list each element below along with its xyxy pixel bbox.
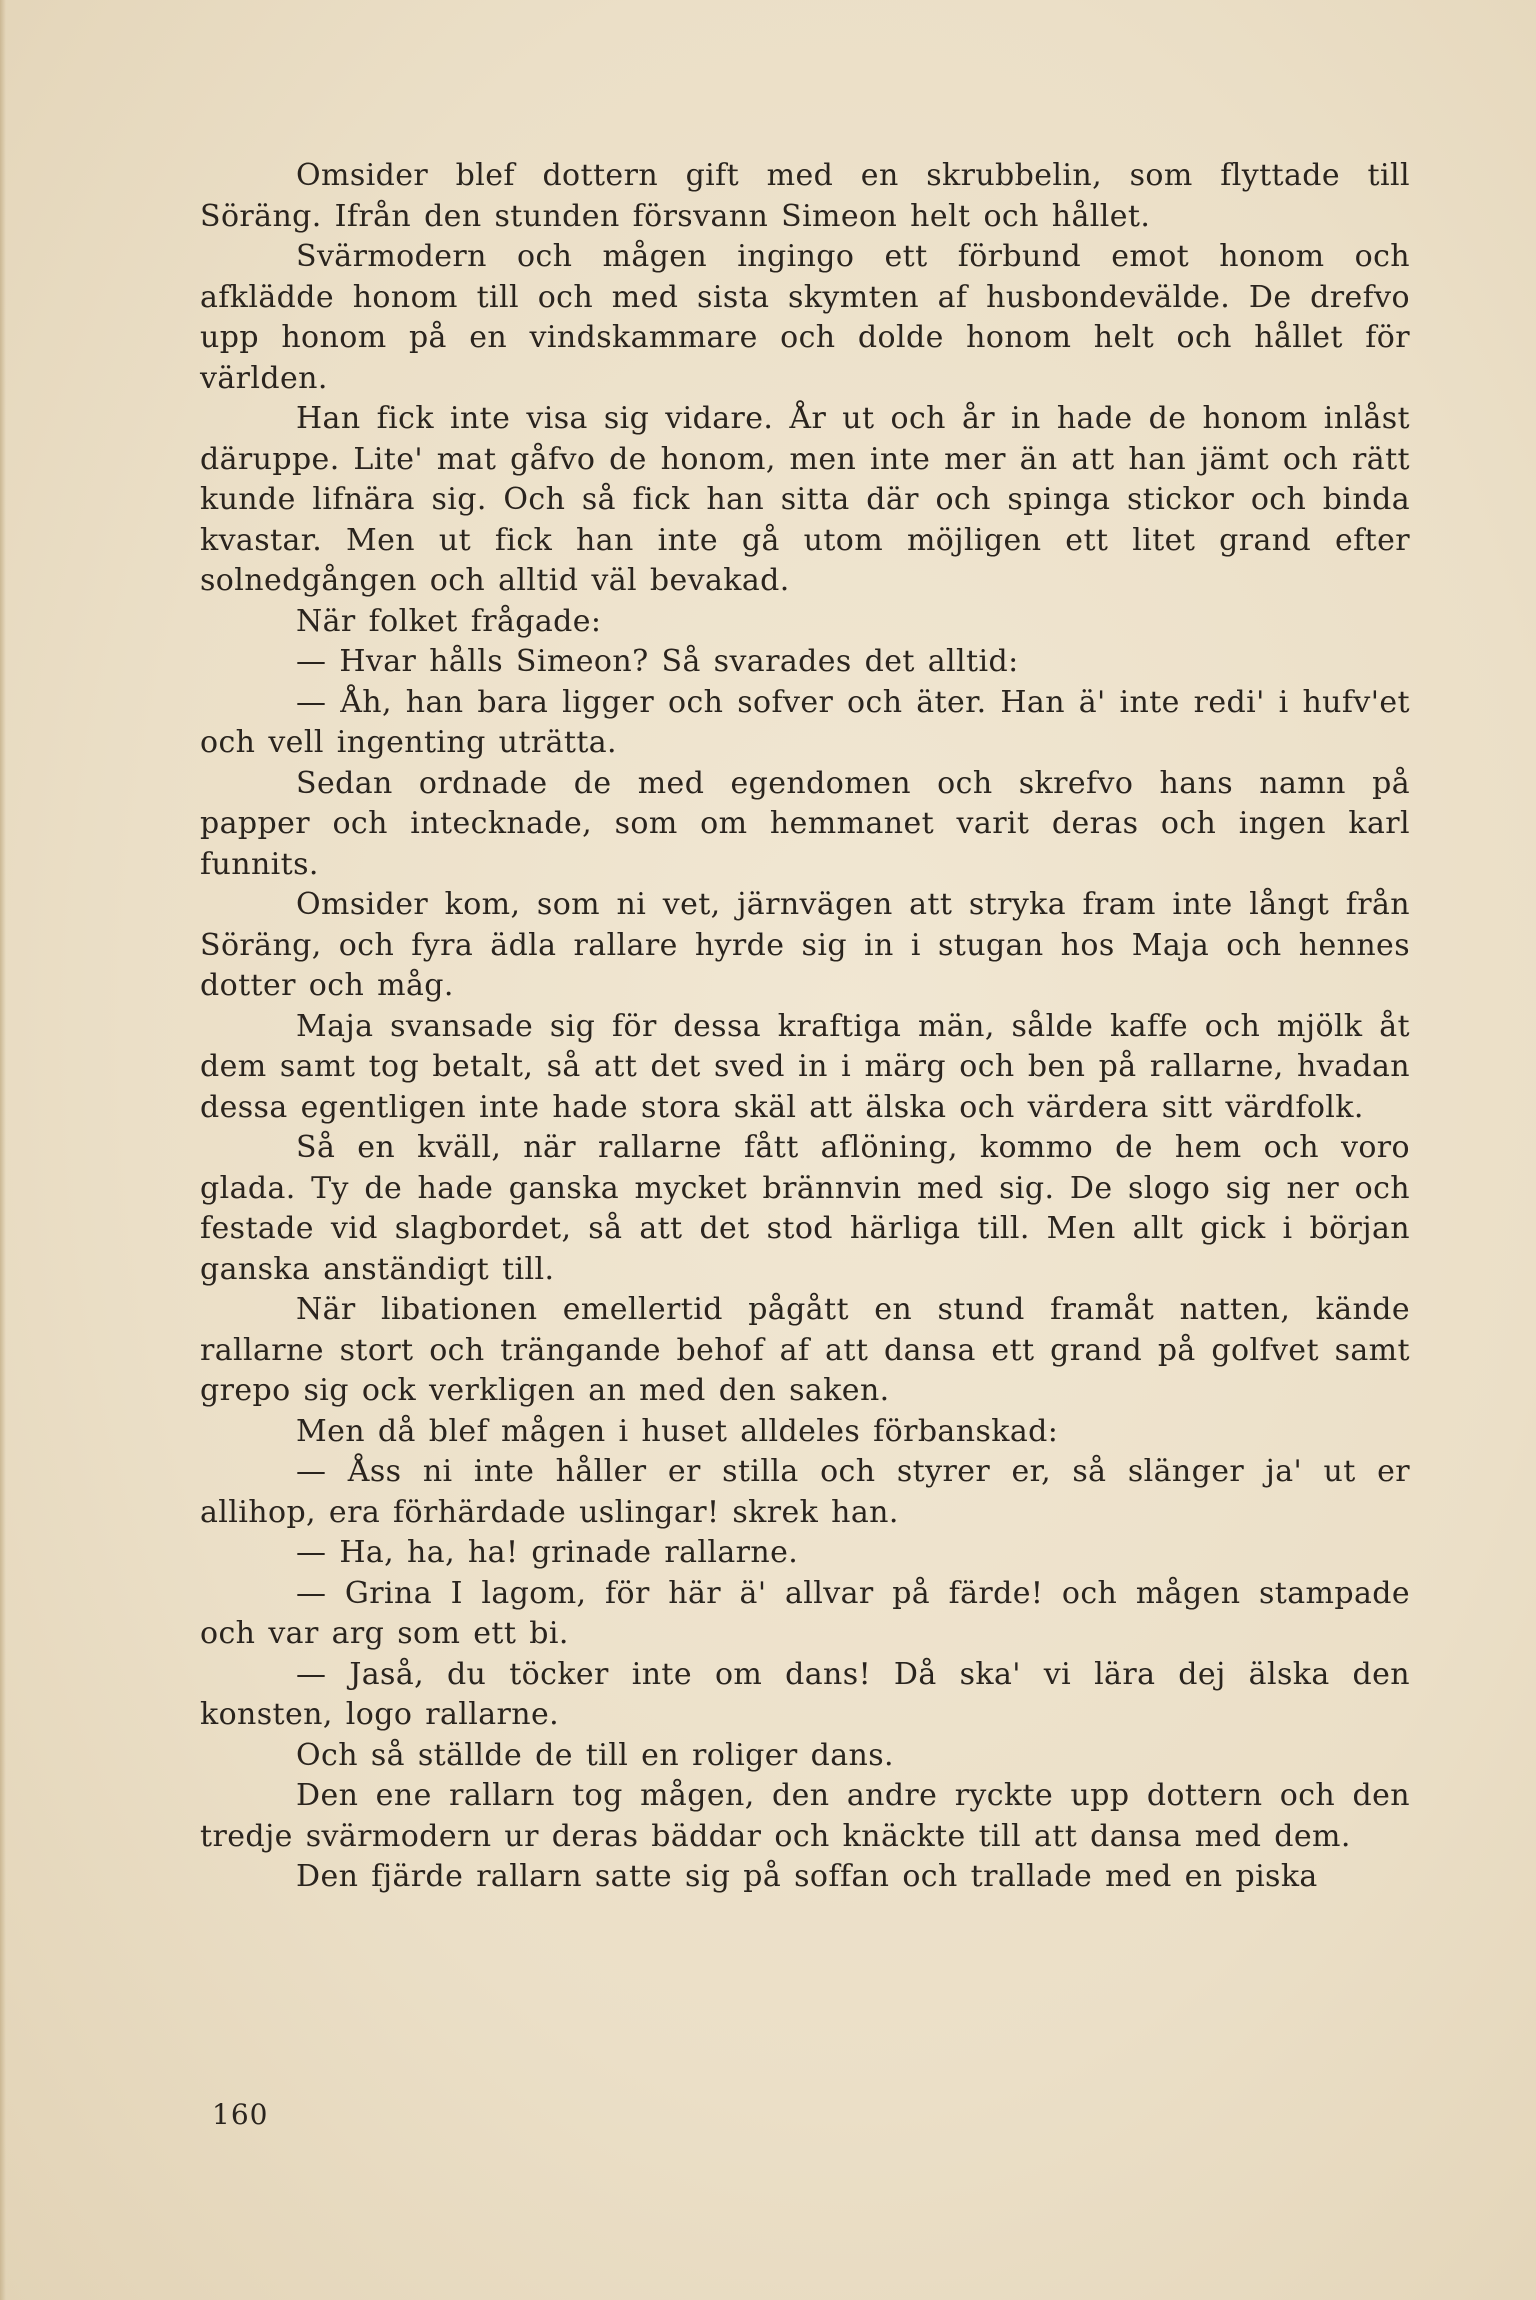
page-number: 160 [212,2098,269,2131]
paragraph: Omsider kom, som ni vet, järnvägen att stryka fram inte långt från Söräng, och fyra ädla rallare hyrde sig in i stugan hos Maja och hennes dotter och måg. [200,887,1410,1003]
body-text [200,156,1410,1898]
paragraph: Men då blef mågen i huset alldeles förbanskad: [296,1413,1059,1449]
dialogue-line: — Åss ni inte håller er stilla och styrer er, så slänger ja' ut er allihop, era förhärdade uslingar! skrek han. [200,1454,1410,1530]
paragraph: Maja svansade sig för dessa kraftiga män, sålde kaffe och mjölk åt dem samt tog betalt, så att det sved in i märg och ben på rallarne, hvadan dessa egentligen inte hade stora skäl att älska och värdera sitt värdfolk. [200,1008,1410,1125]
dialogue-line: — Hvar hålls Simeon? Så svarades det alltid: [296,644,1019,679]
dialogue-line: — Grina I lagom, för här ä' allvar på färde! och mågen stampade och var arg som ett bi. [200,1575,1410,1651]
paragraph: Sedan ordnade de med egendomen och skrefvo hans namn på papper och intecknade, som om hemmanet varit deras och ingen karl funnits. [200,765,1410,882]
paragraph: Svärmodern och mågen ingingo ett förbund emot honom och afklädde honom till och med sista skymten af husbondevälde. De drefvo upp honom på en vindskammare och dolde honom helt och hållet för världen. [200,239,1410,396]
paragraph: Han fick inte visa sig vidare. År ut och år in hade de honom inlåst däruppe. Lite' mat gåfvo de honom, men inte mer än att han jämt och rätt kunde lifnära sig. Och så fick han sitta där och spinga stickor och binda kvastar. Men ut fick han inte gå utom möjligen ett litet grand efter solnedgången och alltid väl bevakad. [200,401,1410,598]
dialogue-line: — Åh, han bara ligger och sofver och äter. Han ä' inte redi' i hufv'et och vell ingenting uträtta. [200,684,1410,760]
paragraph: Den ene rallarn tog mågen, den andre ryckte upp dottern och den tredje svärmodern ur deras bäddar och knäckte till att dansa med dem. [200,1778,1410,1854]
paragraph: Och så ställde de till en roliger dans. [296,1737,894,1773]
dialogue-line: — Ha, ha, ha! grinade rallarne. [296,1535,799,1570]
paragraph: När libationen emellertid pågått en stund framåt natten, kände rallarne stort och trängande behof af att dansa ett grand på golfvet samt grepo sig ock verkligen an med den saken. [200,1292,1410,1408]
paragraph: Så en kväll, när rallarne fått aflöning, kommo de hem och voro glada. Ty de hade ganska mycket brännvin med sig. De slogo sig ner och festade vid slagbordet, så att det stod härliga till. Men allt gick i början ganska anständigt till. [200,1130,1410,1287]
dialogue-line: — Jaså, du töcker inte om dans! Då ska' vi lära dej älska den konsten, logo rallarne. [200,1656,1410,1732]
paragraph: Omsider blef dottern gift med en skrubbelin, som flyttade till Söräng. Ifrån den stunden försvann Simeon helt och hållet. [200,158,1410,234]
paragraph: När folket frågade: [296,603,602,639]
paragraph: Den fjärde rallarn satte sig på soffan och trallade med en piska [296,1859,1318,1894]
